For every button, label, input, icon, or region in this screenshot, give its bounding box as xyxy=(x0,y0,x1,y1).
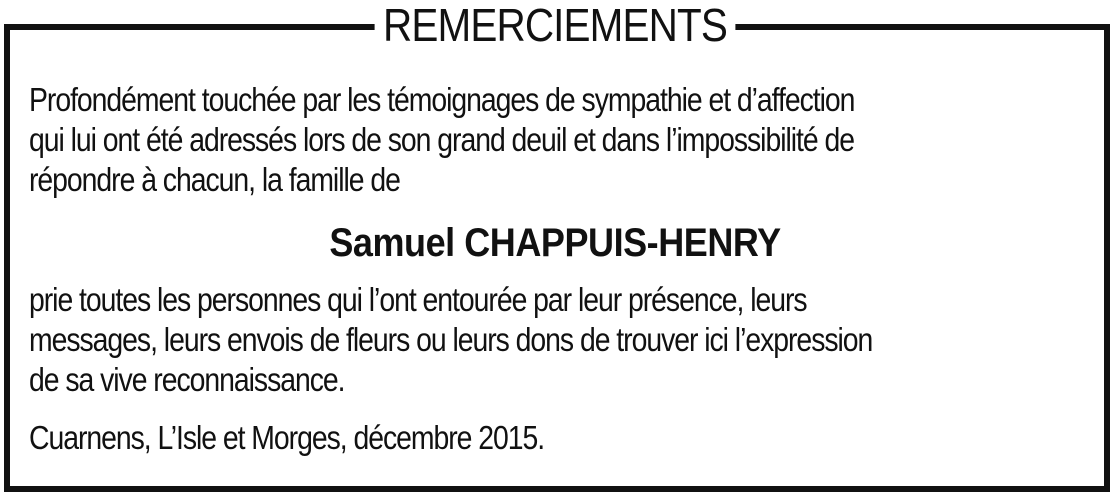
notice-heading: REMERCIEMENTS xyxy=(375,0,736,50)
message-line: prie toutes les personnes qui l’ont entourée par leur présence, leurs xyxy=(29,281,807,318)
deceased-name: Samuel CHAPPUIS-HENRY xyxy=(329,221,781,265)
intro-paragraph xyxy=(29,80,934,200)
intro-line: qui lui ont été adressés lors de son grand deuil et dans l’impossibilité de xyxy=(29,121,854,158)
message-line: messages, leurs envois de fleurs ou leurs dons de trouver ici l’expression xyxy=(29,321,873,358)
place-date-text: Cuarnens, L’Isle et Morges, décembre 2015. xyxy=(29,419,545,456)
intro-line: répondre à chacun, la famille de xyxy=(29,161,400,198)
signature-line xyxy=(29,418,934,458)
intro-line: Profondément touchée par les témoignages de sympathie et d’affection xyxy=(29,81,855,118)
message-line: de sa vive reconnaissance. xyxy=(29,361,345,398)
message-paragraph xyxy=(29,280,934,400)
